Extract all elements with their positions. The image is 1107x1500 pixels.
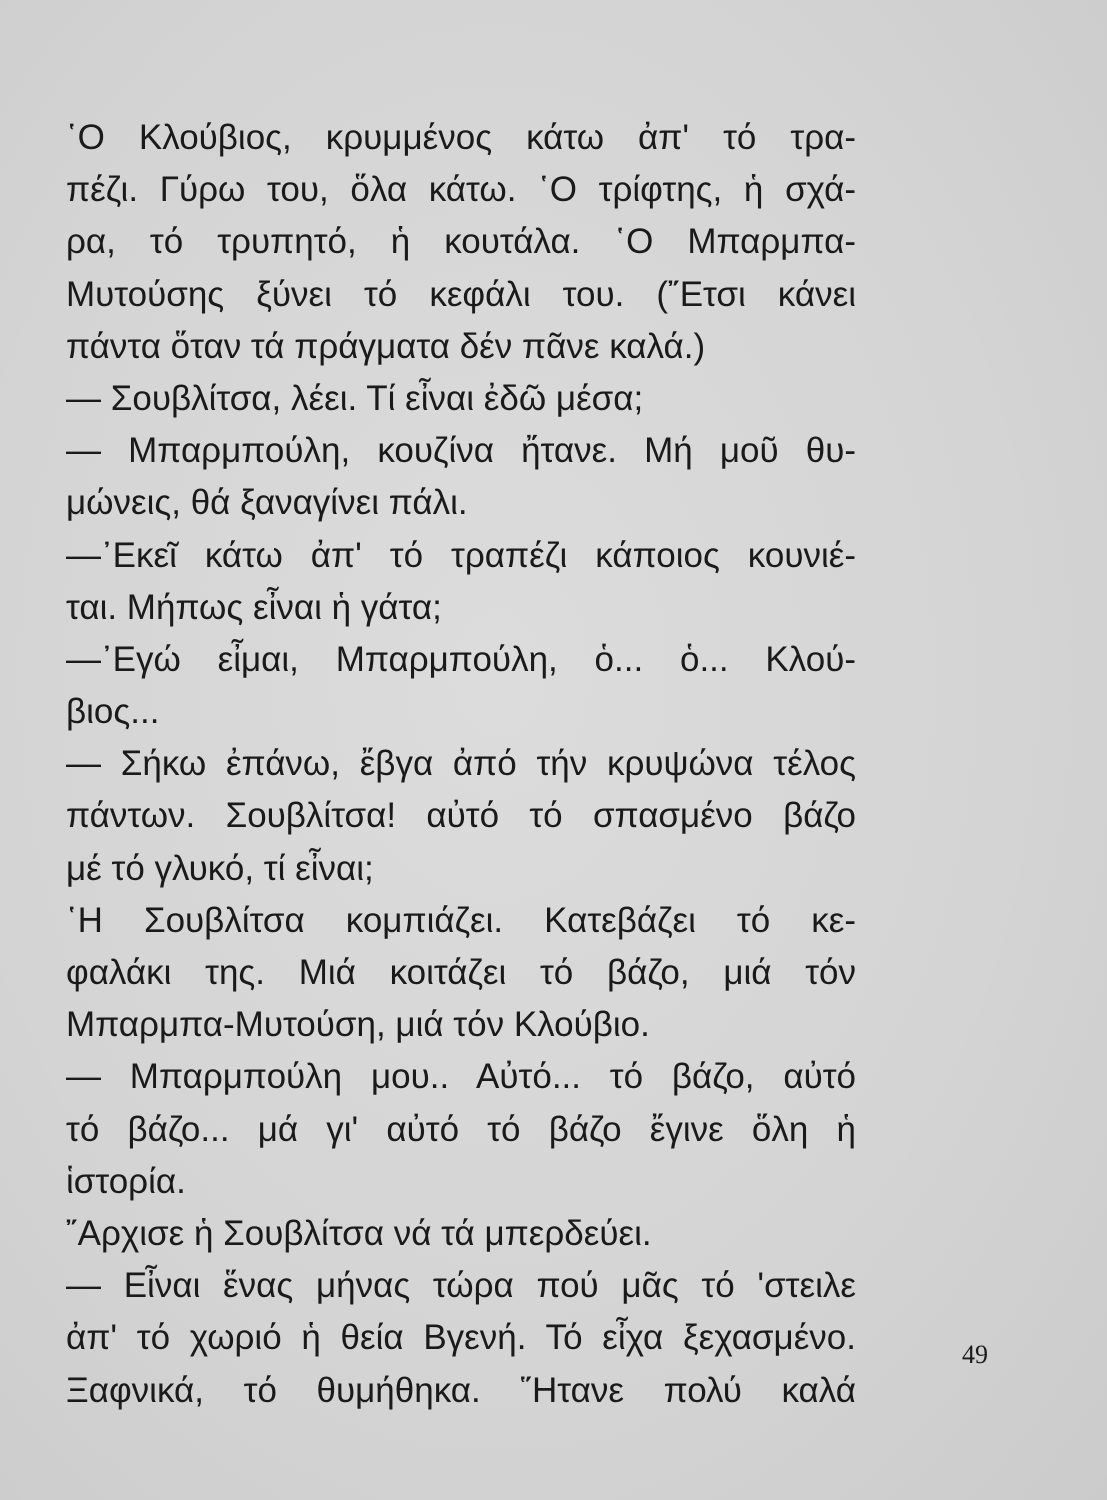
text-line: —᾿Εγώ εἶμαι, Μπαρμπούλη, ὁ... ὁ... Κλού- bbox=[66, 639, 856, 679]
text-line: —᾿Εκεῖ κάτω ἀπ' τό τραπέζι κάποιος κουνιέ- bbox=[66, 535, 856, 575]
text-line: ῎Αρχισε ἡ Σουβλίτσα νά τά μπερδεύει. bbox=[66, 1213, 652, 1253]
text-line: — Σουβλίτσα, λέει. Τί εἶναι ἐδῶ μέσα; bbox=[66, 378, 644, 418]
text-line: ρα, τό τρυπητό, ἡ κουτάλα. ῾Ο Μπαρμπα- bbox=[66, 222, 856, 262]
text-line: φαλάκι της. Μιά κοιτάζει τό βάζο, μιά τόν bbox=[66, 953, 856, 992]
text-line: μώνεις, θά ξαναγίνει πάλι. bbox=[66, 483, 468, 523]
text-line: Μπαρμπα-Μυτούση, μιά τόν Κλούβιο. bbox=[66, 1005, 650, 1045]
text-line: ἀπ' τό χωριό ἡ θεία Βγενή. Τό εἶχα ξεχασμένο. bbox=[66, 1318, 856, 1358]
text-line: — Μπαρμπούλη μου.. Αὐτό... τό βάζο, αὐτό bbox=[66, 1057, 856, 1097]
body-text bbox=[66, 112, 856, 1417]
text-line: — Εἶναι ἕνας μήνας τώρα πού μᾶς τό 'στειλε bbox=[66, 1266, 856, 1306]
text-line: ῾Ο Κλούβιος, κρυμμένος κάτω ἀπ' τό τρα- bbox=[66, 118, 856, 157]
text-line: βιος... bbox=[66, 692, 160, 732]
text-line: ῾Η Σουβλίτσα κομπιάζει. Κατεβάζει τό κε- bbox=[66, 900, 856, 940]
text-line: ἱστορία. bbox=[66, 1161, 186, 1201]
text-line: Ξαφνικά, τό θυμήθηκα. ῞Ητανε πολύ καλά bbox=[66, 1370, 856, 1410]
text-line: — Μπαρμπούλη, κουζίνα ἤτανε. Μή μοῦ θυ- bbox=[66, 431, 856, 471]
page-number: 49 bbox=[962, 1340, 988, 1369]
text-line: πάντα ὅταν τά πράγματα δέν πᾶνε καλά.) bbox=[66, 326, 706, 366]
text-line: πάντων. Σουβλίτσα! αὐτό τό σπασμένο βάζο bbox=[66, 796, 856, 836]
text-line: Μυτούσης ξύνει τό κεφάλι του. (῎Ετσι κάνει bbox=[66, 274, 856, 314]
text-line: — Σήκω ἐπάνω, ἔβγα ἀπό τήν κρυψώνα τέλος bbox=[66, 744, 856, 784]
text-line: ται. Μήπως εἶναι ἡ γάτα; bbox=[66, 587, 442, 627]
text-line: μέ τό γλυκό, τί εἶναι; bbox=[66, 848, 374, 888]
text-line: τό βάζο... μά γι' αὐτό τό βάζο ἔγινε ὅλη ἡ bbox=[66, 1109, 856, 1149]
text-line: πέζι. Γύρω του, ὅλα κάτω. ῾Ο τρίφτης, ἡ σχά- bbox=[66, 170, 856, 210]
